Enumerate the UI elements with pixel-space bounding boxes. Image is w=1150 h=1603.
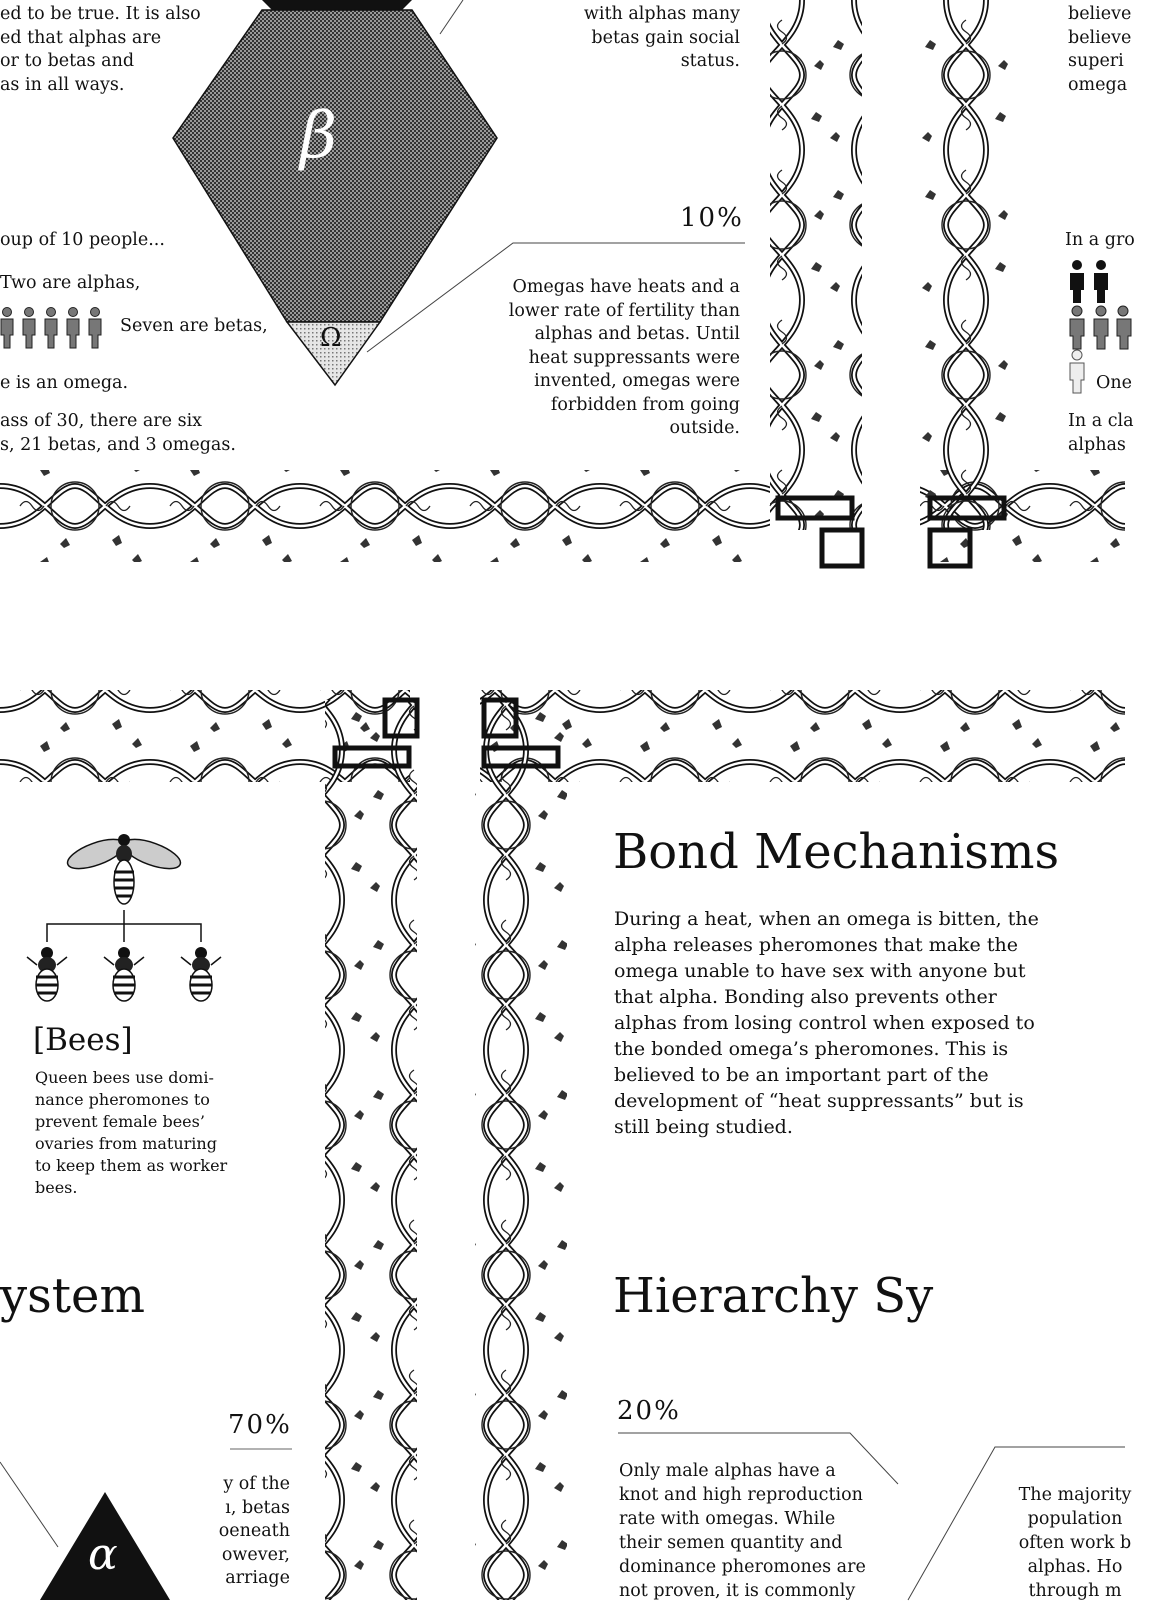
text-line: heat suppressants were	[528, 347, 740, 368]
beta-figures-icon	[0, 307, 112, 349]
hierarchy-heading	[613, 1268, 934, 1324]
group-header: oup of 10 people...	[0, 230, 165, 250]
vine-border-top-left	[0, 470, 770, 562]
text-line: ovaries from maturing	[35, 1134, 217, 1153]
text-line: forbidden from going	[550, 394, 740, 415]
system-heading-partial: ystem	[0, 1268, 145, 1324]
beta-percentage: 70%	[228, 1410, 292, 1440]
alpha-percentage: 20%	[617, 1396, 681, 1426]
text-line: the bonded omega’s pheromones. This is	[614, 1038, 1009, 1060]
text-line: alphas. Ho	[1027, 1557, 1123, 1577]
text-line: with alphas many	[583, 4, 740, 24]
vine-border-bottom-column-1	[325, 700, 417, 1600]
text-line: that alpha. Bonding also prevents other	[614, 986, 997, 1008]
seven-betas-label: Seven are betas,	[120, 316, 268, 336]
text-line: lower rate of fertility than	[508, 300, 740, 321]
text-line: s, 21 betas, and 3 omegas.	[0, 434, 236, 455]
text-line: alpha releases pheromones that make the	[614, 934, 1018, 956]
intro-text	[0, 3, 210, 97]
worker-bee-icon-3	[181, 947, 221, 1001]
text-line: oeneath	[218, 1521, 290, 1541]
text-line: through m	[1028, 1581, 1122, 1601]
text-line: believe	[1068, 4, 1132, 24]
text-line: not proven, it is commonly	[619, 1581, 856, 1601]
hierarchy-heading-text: Hierarchy Sy	[613, 1268, 934, 1324]
alpha-symbol: α	[88, 1529, 118, 1580]
text-line: knot and high reproduction	[619, 1485, 863, 1505]
text-line: owever,	[221, 1544, 290, 1565]
text-line: dominance pheromones are	[619, 1557, 866, 1577]
right-intro-text	[1068, 3, 1132, 97]
beta-majority-right	[1000, 1483, 1150, 1603]
text-line: or to betas and	[0, 51, 135, 71]
text-line: ı, betas	[225, 1497, 290, 1518]
text-line: Omegas have heats and a	[512, 277, 740, 297]
vine-border-top-column-1	[770, 0, 862, 530]
text-line: development of “heat suppressants” but is	[614, 1090, 1024, 1112]
text-line: as in all ways.	[0, 74, 125, 95]
text-line: their semen quantity and	[619, 1533, 843, 1553]
two-alphas-label: Two are alphas,	[0, 273, 141, 293]
omega-percentage: 10%	[680, 203, 744, 233]
person-figures-icon	[1068, 260, 1125, 390]
text-line: omega unable to have sex with anyone but	[614, 960, 1026, 982]
vine-border-top-column-2	[920, 0, 1012, 530]
text-line: alphas	[1068, 434, 1126, 455]
bee-tree-lines	[47, 910, 201, 942]
text-line: y of the	[223, 1474, 290, 1494]
text-line: nance pheromones to	[35, 1090, 210, 1109]
text-line: arriage	[225, 1568, 290, 1588]
queen-bee-icon	[64, 833, 184, 904]
text-line: status.	[680, 51, 740, 71]
diagram-alpha-band	[262, 0, 412, 10]
text-line: Queen bees use domi-	[35, 1068, 214, 1087]
text-line: alphas from losing control when exposed to	[614, 1012, 1035, 1034]
text-line: rate with omegas. While	[619, 1509, 836, 1529]
text-line: prevent female bees’	[35, 1112, 205, 1131]
beta-symbol: β	[300, 99, 337, 173]
text-line: ed that alphas are	[0, 27, 162, 48]
worker-bee-icon-1	[27, 947, 67, 1001]
class-summary	[0, 410, 240, 457]
one-omega-label: e is an omega.	[0, 373, 129, 393]
right-one-omega: One	[1096, 373, 1132, 393]
omega-description	[500, 276, 740, 441]
text-line: ed to be true. It is also	[0, 4, 201, 24]
text-line: superi	[1068, 51, 1124, 71]
text-line: outside.	[669, 418, 740, 438]
vine-border-bottom-right	[480, 690, 1125, 782]
text-line: to keep them as worker	[35, 1156, 228, 1175]
text-line: During a heat, when an omega is bitten, the	[614, 908, 1039, 930]
text-line: still being studied.	[614, 1116, 793, 1138]
text-line: believed to be an important part of the	[614, 1064, 989, 1086]
text-line: The majority	[1018, 1485, 1132, 1505]
text-line: invented, omegas were	[534, 371, 740, 391]
bees-description	[35, 1067, 235, 1199]
leader-line-alpha	[0, 1462, 58, 1547]
text-line: bees.	[35, 1178, 78, 1197]
text-line: population	[1027, 1509, 1123, 1529]
text-line: ass of 30, there are six	[0, 411, 203, 431]
leader-line-beta	[440, 0, 463, 34]
beta-majority-text	[210, 1473, 290, 1591]
right-class-summary	[1068, 410, 1134, 457]
text-line: In a cla	[1068, 411, 1134, 431]
text-line: omega	[1068, 74, 1128, 95]
bond-mechanisms-heading: Bond Mechanisms	[613, 824, 1060, 880]
worker-bee-icon-2	[104, 947, 144, 1001]
vine-border-bottom-column-2	[475, 700, 567, 1600]
bees-title: [Bees]	[33, 1022, 133, 1058]
text-line: betas gain social	[591, 27, 740, 48]
text-line: believe	[1068, 27, 1132, 48]
bond-mechanisms-paragraph	[614, 906, 1054, 1140]
heading-clip-mask	[903, 1255, 1125, 1335]
text-line: often work b	[1018, 1533, 1132, 1553]
text-line: alphas and betas. Until	[534, 324, 740, 344]
omega-symbol: Ω	[320, 323, 342, 353]
right-group-header: In a gro	[1065, 230, 1135, 250]
alpha-description	[619, 1459, 879, 1603]
text-line: Only male alphas have a	[619, 1461, 836, 1481]
beta-description	[520, 3, 740, 74]
beta-figures-row	[0, 307, 112, 353]
